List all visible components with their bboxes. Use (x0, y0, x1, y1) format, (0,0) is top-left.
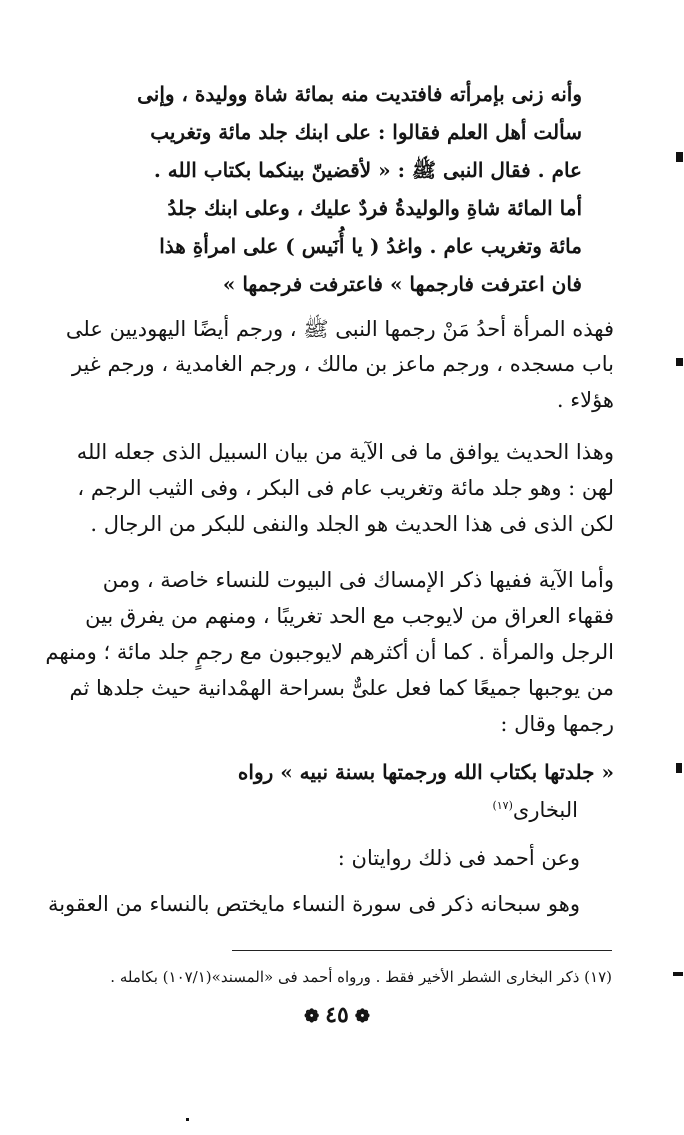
margin-mark (673, 972, 683, 976)
footnote-separator (232, 950, 612, 951)
ornament-icon: ❁ (354, 1006, 370, 1027)
text-line: الرجل والمرأة . كما أن أكثرهم لايوجبون مع رجمٍ جلد مائة ؛ ومنهم (45, 640, 614, 664)
text-line: لكن الذى فى هذا الحديث هو الجلد والنفى للبكر من الرجال . (90, 512, 614, 536)
ornament-icon: ❁ (304, 1006, 320, 1027)
paragraph-2 (54, 440, 614, 560)
footnote-reference[interactable]: (١٧) (492, 799, 513, 812)
text-line: وهذا الحديث يوافق ما فى الآية من بيان السبيل الذى جعله الله (76, 440, 614, 464)
margin-mark (186, 1118, 189, 1121)
margin-mark (676, 763, 682, 773)
paragraph-1 (54, 316, 614, 436)
quote-line: مائة وتغريب عام . واغدُ ( يا أُنَيس ) على امرأةِ هذا (159, 234, 582, 258)
paragraph-5 (40, 892, 580, 928)
paragraph-4 (80, 846, 580, 882)
text-line: فهذه المرأة أحدُ مَنْ رجمها النبى ﷺ ، ورجم أيضًا اليهوديين على (65, 317, 614, 341)
text-line: باب مسجده ، ورجم ماعز بن مالك ، ورجم الغامدية ، ورجم غير (71, 352, 614, 376)
quote-line: وأنه زنى بإمرأته فافتديت منه بمائة شاة ووليدة ، وإنى (137, 82, 582, 106)
text-line: فقهاء العراق من لايوجب مع الحد تغريبًا ، ومنهم من يفرق بين (85, 604, 614, 628)
text-line: من يوجبها جميعًا كما فعل علىٌّ بسراحة الهمْدانية حيث جلدها ثم (69, 676, 614, 700)
quote-line: سألت أهل العلم فقالوا : على ابنك جلد مائة وتغريب (150, 120, 582, 144)
source-name: البخارى (512, 798, 578, 822)
text-line: هؤلاء . (556, 388, 614, 412)
quote-line: فان اعترفت فارجمها » فاعترفت فرجمها » (222, 272, 582, 296)
page-number-value: ٤٥ (325, 1002, 349, 1028)
margin-mark (676, 152, 683, 162)
text-line: وعن أحمد فى ذلك روايتان : (337, 846, 580, 870)
quote-line: « جلدتها بكتاب الله ورجمتها بسنة نبيه » رواه (237, 760, 614, 784)
text-line: وهو سبحانه ذكر فى سورة النساء مايختص بالنساء من العقوبة (47, 892, 580, 916)
paragraph-3 (45, 568, 614, 758)
quote-line: عام . فقال النبى ﷺ : « لأقضينّ بينكما بكتاب الله . (153, 158, 582, 182)
hadith-quote-block (82, 82, 582, 312)
quote-source (378, 798, 578, 834)
margin-mark (676, 358, 683, 366)
text-line: رجمها وقال : (500, 712, 614, 736)
page-number (292, 998, 382, 1032)
text-line: وأما الآية ففيها ذكر الإمساك فى البيوت للنساء خاصة ، ومن (102, 568, 614, 592)
footnote-text: (١٧) ذكر البخارى الشطر الأخير فقط . ورواه أحمد فى «المسند»(١٠٧/١) بكامله . (110, 968, 612, 986)
quote-line: أما المائة شاةِ والوليدةُ فردٌ عليك ، وعلى ابنك جلدُ (167, 196, 582, 220)
text-line: لهن : وهو جلد مائة وتغريب عام فى البكر ، وفى الثيب الرجم ، (77, 476, 614, 500)
